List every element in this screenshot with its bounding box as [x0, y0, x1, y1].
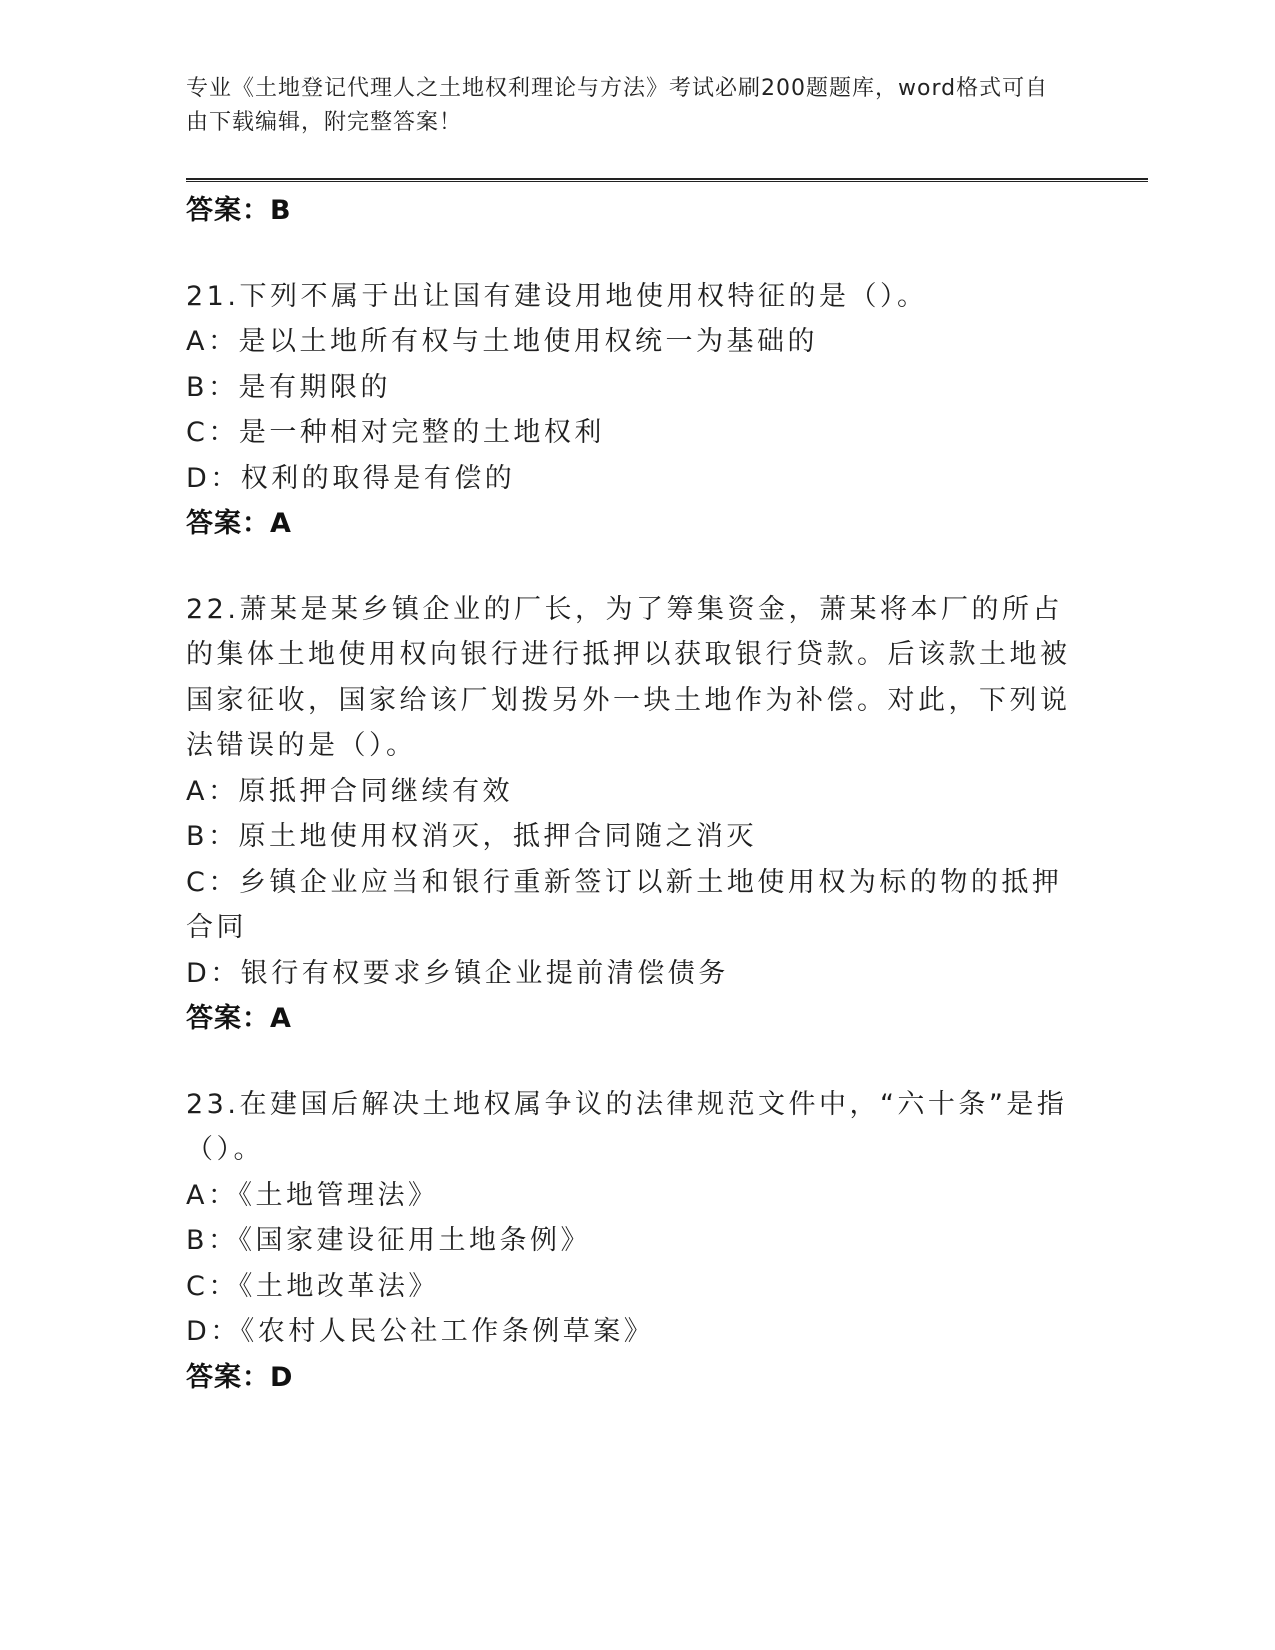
- option-d: D：权利的取得是有偿的: [186, 462, 516, 494]
- option-b: B：《国家建设征用土地条例》: [186, 1225, 592, 1256]
- option-a: A：《土地管理法》: [186, 1179, 439, 1211]
- question-text: 22.萧某是某乡镇企业的厂长，为了筹集资金，萧某将本厂的所占的集体土地使用权向银行进行抵押以获取银行贷款。后该款土地被国家征收，国家给该厂划拨另外一块土地作为补偿。对此，下列说法错误的是（）。: [186, 593, 1071, 761]
- option-d: D：银行有权要求乡镇企业提前清偿债务: [186, 957, 729, 989]
- question-block-23: [186, 1082, 1086, 1401]
- question-text: 21.下列不属于出让国有建设用地使用权特征的是（）。: [186, 280, 928, 312]
- page-header: 专业《土地登记代理人之土地权利理论与方法》考试必刷200题题库，word格式可自由下载编辑，附完整答案！: [186, 76, 1049, 135]
- option-b: B：是有期限的: [186, 371, 392, 403]
- option-c: C：乡镇企业应当和银行重新签订以新土地使用权为标的物的抵押合同: [186, 866, 1063, 943]
- question-block-21: [186, 274, 1086, 547]
- answer-line: 答案：D: [186, 1361, 294, 1393]
- answer-line: 答案：A: [186, 508, 292, 539]
- answer-line: 答案：A: [186, 1003, 292, 1034]
- option-d: D：《农村人民公社工作条例草案》: [186, 1316, 655, 1347]
- document-body: [186, 188, 1086, 1400]
- header-divider: [186, 178, 1148, 182]
- option-b: B：原土地使用权消灭，抵押合同随之消灭: [186, 821, 758, 852]
- option-c: C：《土地改革法》: [186, 1270, 439, 1302]
- question-text: 23.在建国后解决土地权属争议的法律规范文件中，“六十条”是指（）。: [186, 1088, 1068, 1165]
- option-a: A：是以土地所有权与土地使用权统一为基础的: [186, 326, 818, 357]
- question-block-22: [186, 587, 1086, 1042]
- question-block-20: [186, 188, 1086, 234]
- answer-line: 答案：B: [186, 195, 292, 226]
- option-a: A：原抵押合同继续有效: [186, 775, 513, 807]
- option-c: C：是一种相对完整的土地权利: [186, 417, 605, 448]
